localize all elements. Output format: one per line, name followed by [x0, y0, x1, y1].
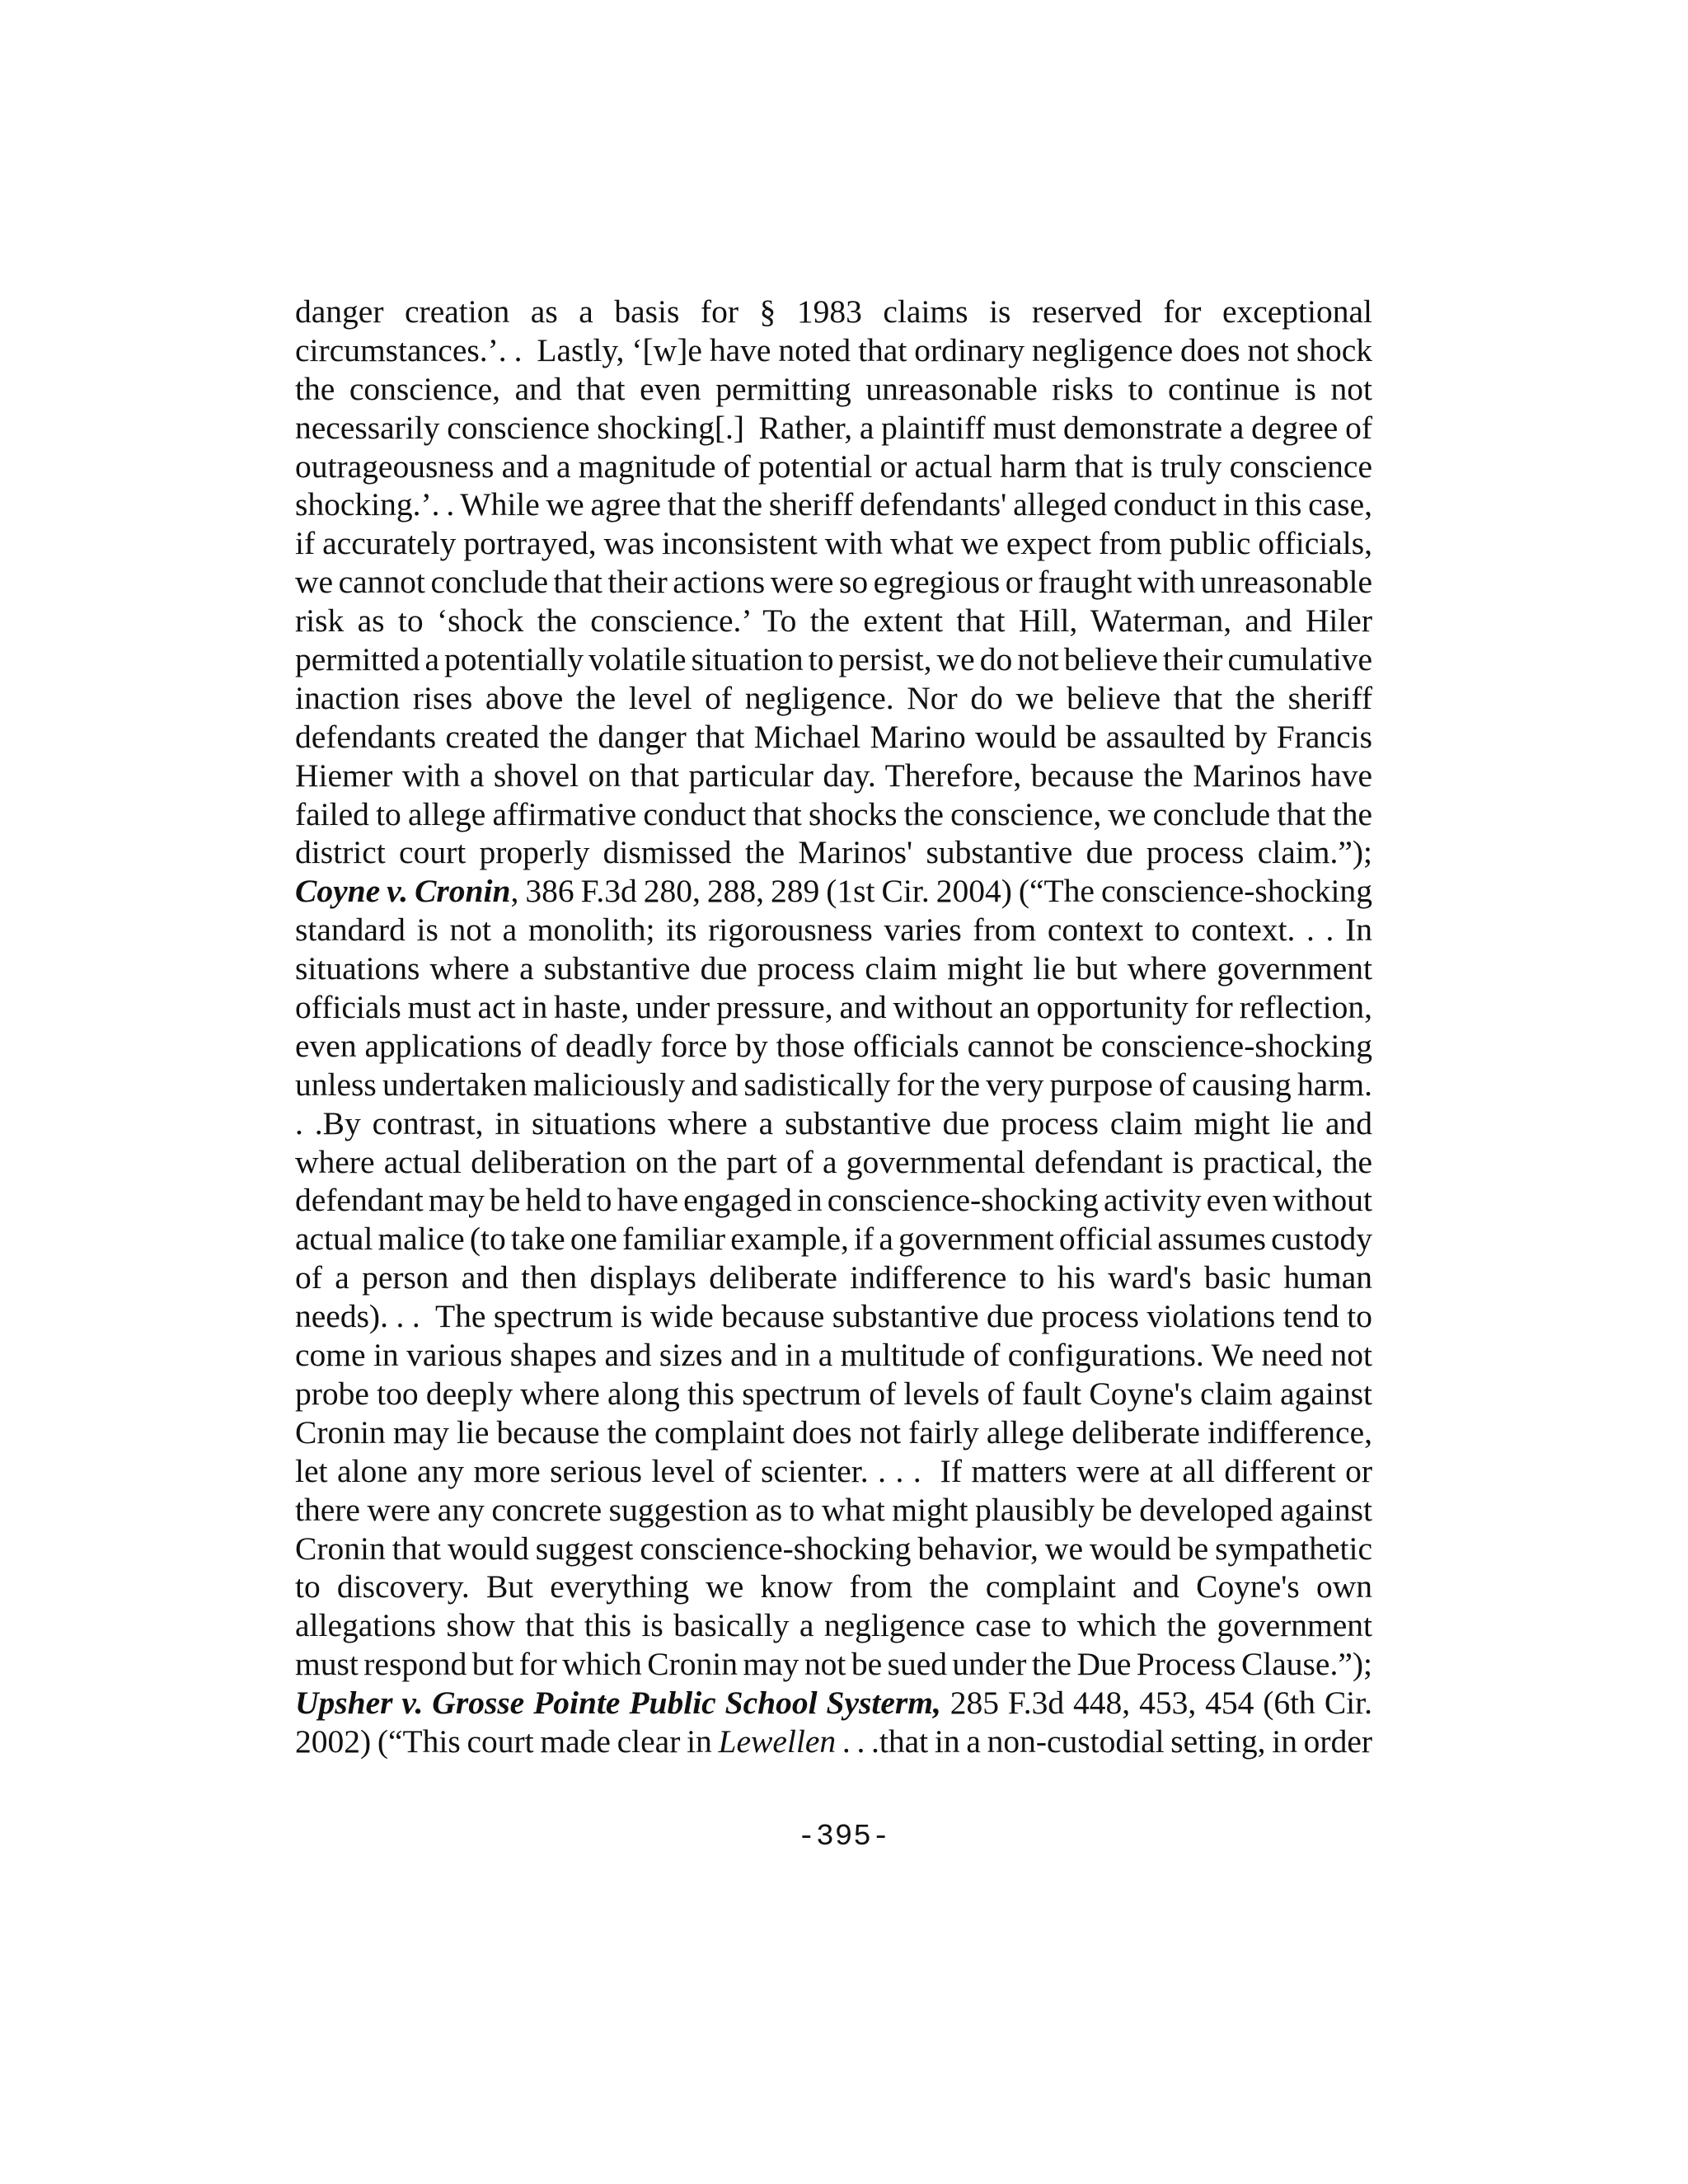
text-line [295, 1258, 1372, 1297]
text-segment: unless undertaken maliciously and sadistically for the very purpose of causing harm. [295, 1066, 1372, 1103]
text-line [295, 679, 1372, 718]
text-segment: let alone any more serious level of scienter. . . . If matters were at all different or [295, 1452, 1372, 1489]
text-segment: permitted a potentially volatile situation to persist, we do not believe their cumulative [295, 641, 1372, 678]
text-line [295, 911, 1372, 949]
text-line [295, 1336, 1372, 1375]
text-segment: 285 F.3d 448, 453, 454 (6th Cir. [940, 1685, 1372, 1722]
text-line [295, 1143, 1372, 1182]
text-line [295, 1066, 1372, 1104]
text-segment: 2002) (“This court made clear in [295, 1722, 719, 1760]
text-line [295, 988, 1372, 1027]
text-line [295, 640, 1372, 679]
text-line [295, 833, 1372, 872]
text-segment: of a person and then displays deliberate indifference to his ward's basic human [295, 1259, 1372, 1296]
text-line [295, 409, 1372, 448]
body-text [295, 293, 1372, 1761]
text-line [295, 1413, 1372, 1452]
page-number: -395- [797, 1820, 891, 1854]
text-segment: necessarily conscience shocking[.] Rather, a plaintiff must demonstrate a degree of [295, 409, 1372, 446]
case-citation: Lewellen [718, 1722, 837, 1760]
text-line [295, 1027, 1372, 1066]
text-segment: circumstances.’. . Lastly, ‘[w]e have noted that ordinary negligence does not shock [295, 331, 1372, 368]
text-segment: even applications of deadly force by those officials cannot be conscience-shocking [295, 1027, 1372, 1064]
text-line [295, 1375, 1372, 1413]
text-line [295, 524, 1372, 563]
text-segment: situations where a substantive due process claim might lie but where government [295, 950, 1372, 987]
text-line [295, 1684, 1372, 1722]
text-segment: probe too deeply where along this spectrum of levels of fault Coyne's claim against [295, 1375, 1372, 1412]
text-segment: , 386 F.3d 280, 288, 289 (1st Cir. 2004) (“The conscience-shocking [510, 873, 1372, 910]
text-line [295, 370, 1372, 409]
text-segment: risk as to ‘shock the conscience.’ To the extent that Hill, Waterman, and Hiler [295, 602, 1372, 640]
text-segment: must respond but for which Cronin may not be sued under the Due Process Clause.”); [295, 1646, 1372, 1683]
text-line [295, 331, 1372, 370]
text-segment: the conscience, and that even permitting unreasonable risks to continue is not [295, 370, 1372, 407]
text-line [295, 485, 1372, 524]
text-segment: Hiemer with a shovel on that particular day. Therefore, because the Marinos have [295, 757, 1372, 794]
text-line [295, 1722, 1372, 1761]
text-line [295, 1297, 1372, 1336]
text-segment: . .By contrast, in situations where a substantive due process claim might lie and [295, 1104, 1372, 1141]
text-segment: outrageousness and a magnitude of potential or actual harm that is truly conscience [295, 448, 1372, 485]
text-line [295, 448, 1372, 486]
text-segment: allegations show that this is basically a negligence case to which the government [295, 1607, 1372, 1644]
case-citation: Upsher v. Grosse Pointe Public School Systerm, [295, 1685, 941, 1722]
case-citation: Coyne v. Cronin [295, 873, 511, 910]
text-segment: defendants created the danger that Michael Marino would be assaulted by Francis [295, 718, 1372, 755]
text-line [295, 1491, 1372, 1530]
text-segment: standard is not a monolith; its rigorousness varies from context to context. . . In [295, 912, 1372, 949]
text-line [295, 1181, 1372, 1220]
text-segment: Cronin may lie because the complaint does not fairly allege deliberate indifference, [295, 1413, 1372, 1451]
text-line [295, 1530, 1372, 1568]
text-segment: there were any concrete suggestion as to what might plausibly be developed against [295, 1491, 1372, 1528]
text-line [295, 293, 1372, 331]
text-segment: Cronin that would suggest conscience-shocking behavior, we would be sympathetic [295, 1530, 1372, 1567]
text-line [295, 949, 1372, 988]
text-line [295, 795, 1372, 834]
text-segment: we cannot conclude that their actions were so egregious or fraught with unreasonable [295, 564, 1372, 601]
text-line [295, 718, 1372, 757]
text-segment: district court properly dismissed the Marinos' substantive due process claim.”); [295, 834, 1372, 871]
text-line [295, 1220, 1372, 1258]
text-line [295, 1104, 1372, 1143]
text-line [295, 602, 1372, 640]
text-segment: danger creation as a basis for § 1983 claims is reserved for exceptional [295, 293, 1372, 330]
text-line [295, 757, 1372, 795]
text-line [295, 872, 1372, 911]
text-segment: actual malice (to take one familiar example, if a government official assumes custody [295, 1221, 1372, 1258]
text-segment: come in various shapes and sizes and in a multitude of configurations. We need not [295, 1337, 1372, 1374]
text-segment: officials must act in haste, under pressure, and without an opportunity for reflection, [295, 989, 1372, 1026]
text-segment: to discovery. But everything we know from the complaint and Coyne's own [295, 1568, 1372, 1605]
text-segment: defendant may be held to have engaged in conscience-shocking activity even without [295, 1182, 1372, 1219]
text-segment: inaction rises above the level of negligence. Nor do we believe that the sheriff [295, 679, 1372, 716]
text-segment: failed to allege affirmative conduct that shocks the conscience, we conclude that the [295, 795, 1372, 832]
text-line [295, 1452, 1372, 1491]
text-segment: . . .that in a non-custodial setting, in order [836, 1722, 1372, 1760]
text-line [295, 1568, 1372, 1606]
text-segment: where actual deliberation on the part of a governmental defendant is practical, the [295, 1143, 1372, 1180]
text-line [295, 1645, 1372, 1684]
text-line [295, 563, 1372, 602]
text-segment: shocking.’. . While we agree that the sheriff defendants' alleged conduct in this case, [295, 486, 1372, 523]
text-line [295, 1606, 1372, 1645]
text-segment: if accurately portrayed, was inconsistent with what we expect from public officials, [295, 525, 1372, 562]
text-segment: needs). . . The spectrum is wide because substantive due process violations tend to [295, 1298, 1372, 1335]
